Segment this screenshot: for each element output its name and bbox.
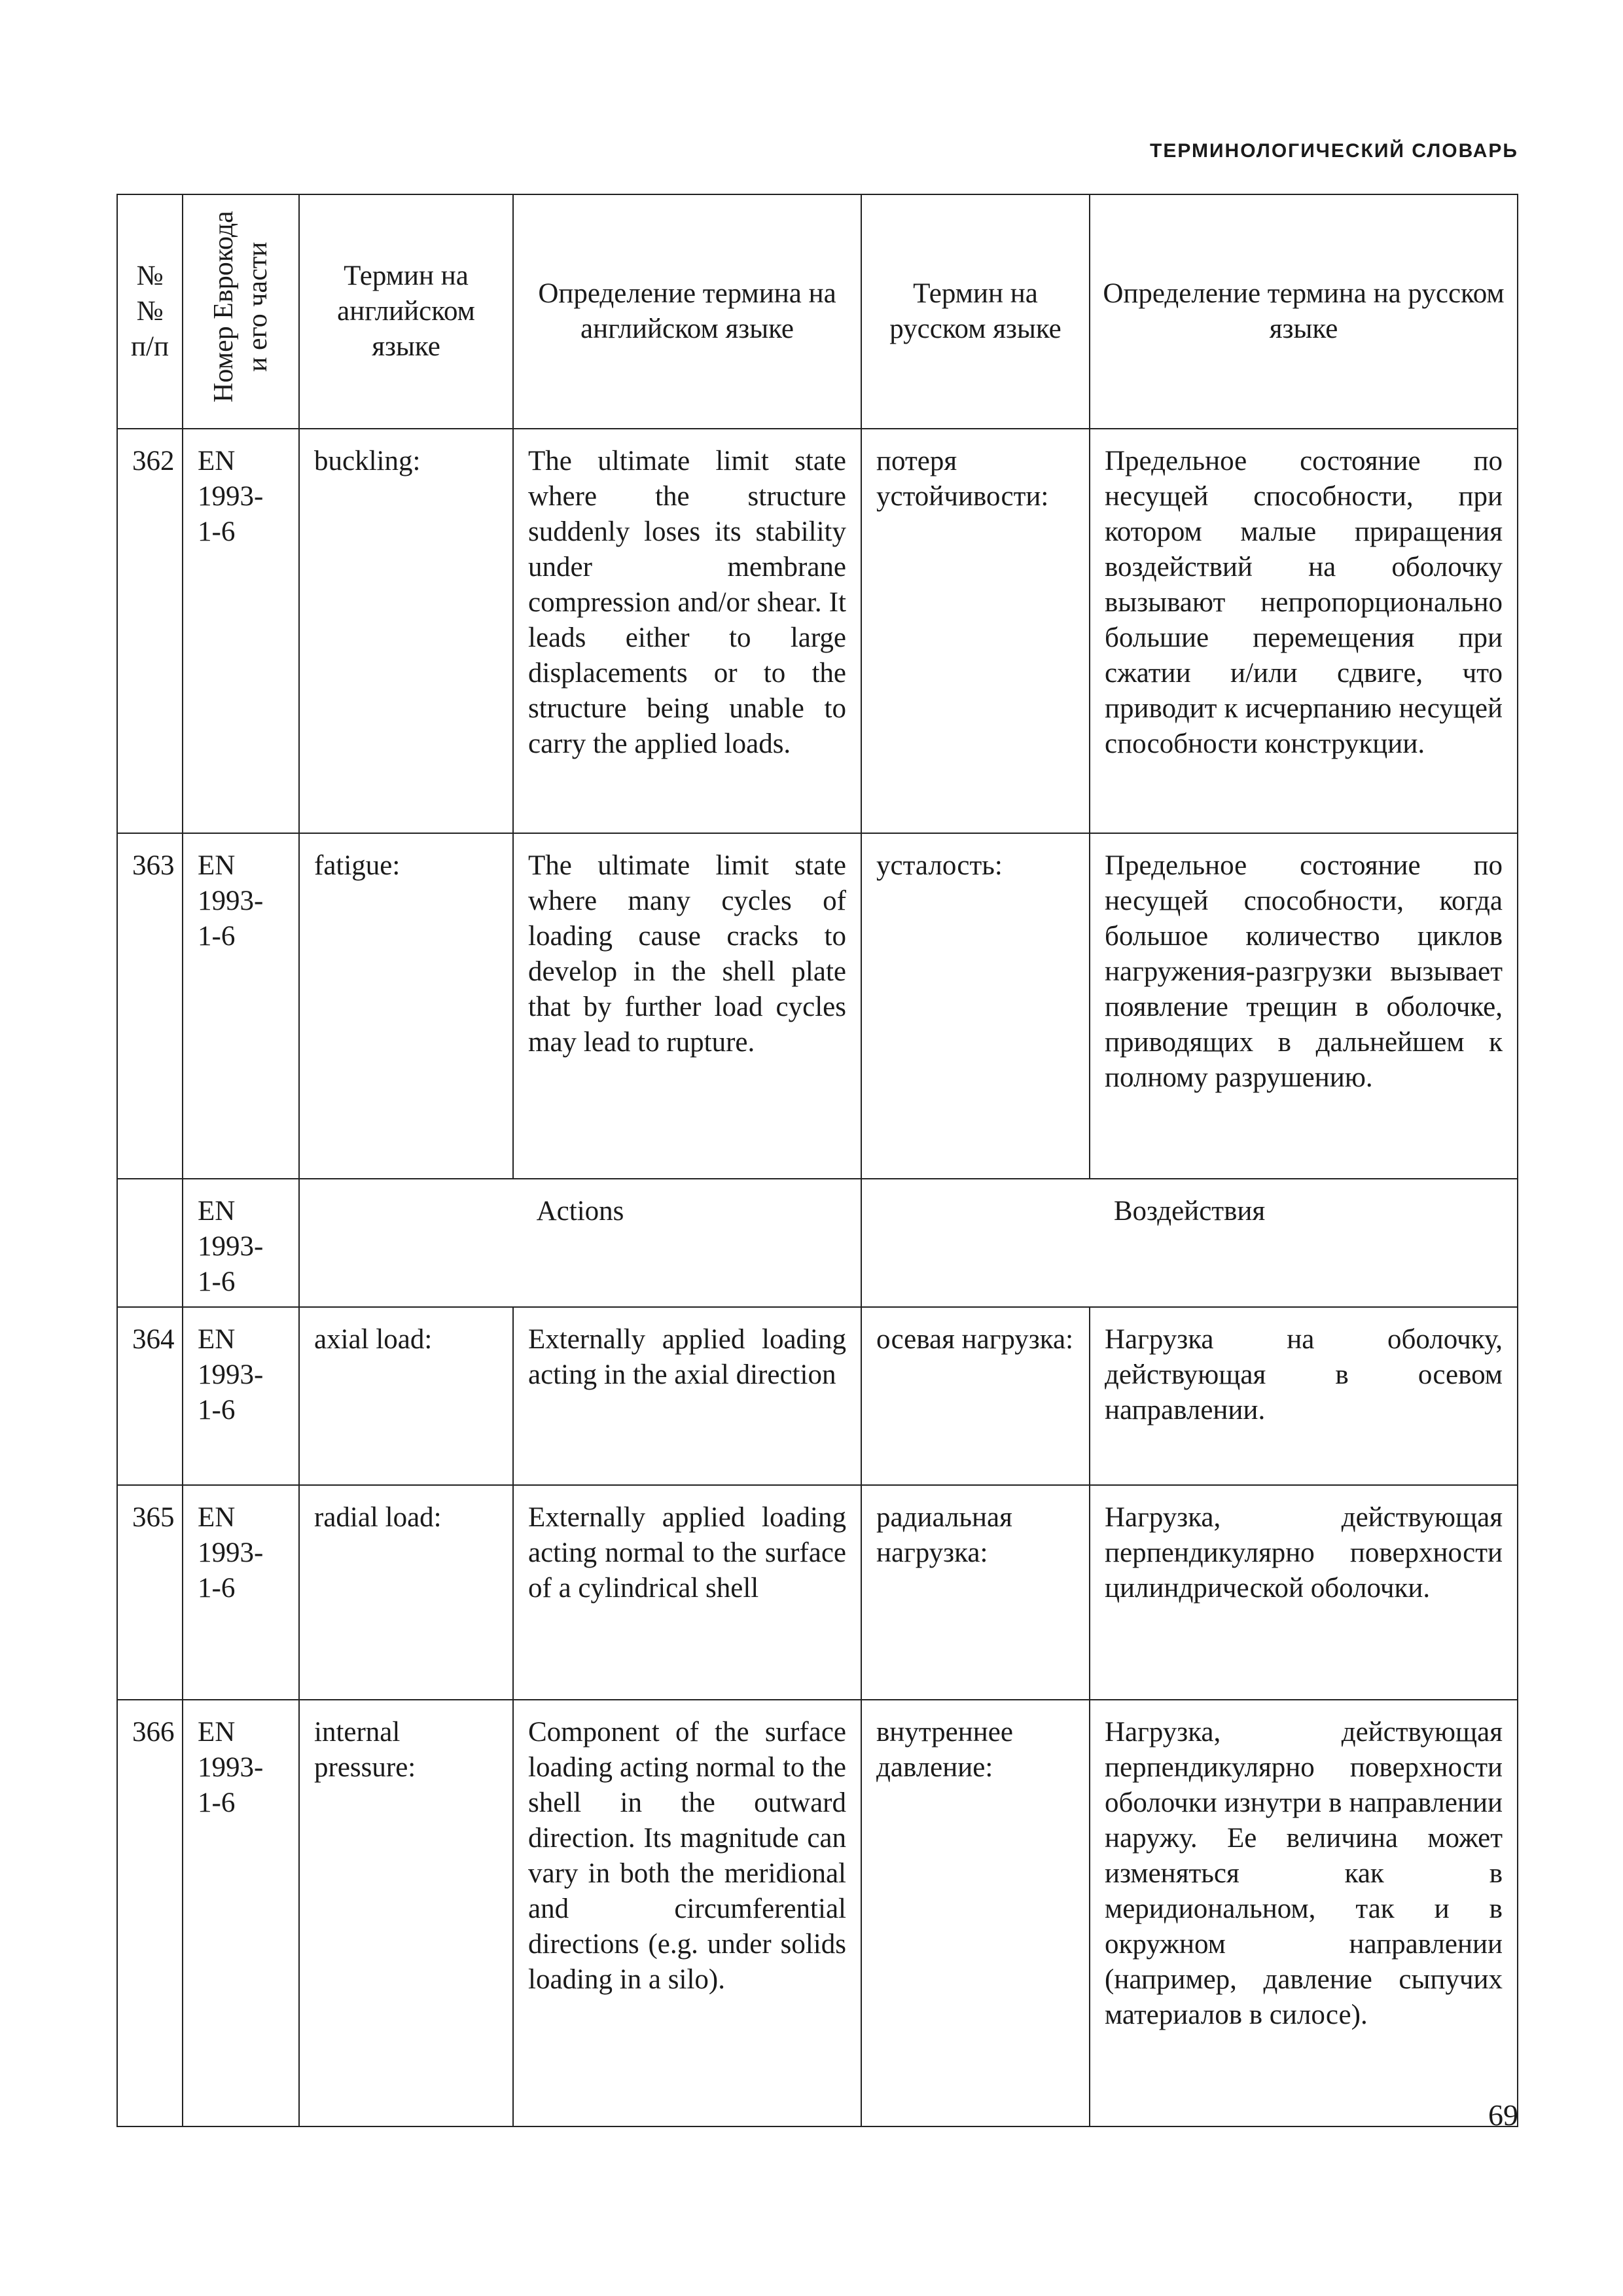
row-eurocode: EN 1993-1-6 [183, 833, 299, 1179]
col-header-number: №№ п/п [117, 194, 183, 429]
row-number: 362 [117, 429, 183, 833]
row-definition-en: Externally applied loading acting in the axial direction [513, 1307, 861, 1485]
row-number: 364 [117, 1307, 183, 1485]
table-row [117, 1307, 1518, 1485]
row-definition-en: The ultimate limit state where the structure suddenly loses its stability under membrane compression and/or shear. It leads either to large displacements or to the structure being unable to carry the applied loads. [513, 429, 861, 833]
section-row [117, 1179, 1518, 1307]
row-eurocode: EN 1993-1-6 [183, 1307, 299, 1485]
col-header-term-en: Термин на английском языке [299, 194, 513, 429]
col-header-term-ru: Термин на русском языке [861, 194, 1090, 429]
row-term-ru: усталость: [861, 833, 1090, 1179]
row-definition-en: The ultimate limit state where many cycles of loading cause cracks to develop in the shell plate that by further load cycles may lead to rupture. [513, 833, 861, 1179]
row-number: 363 [117, 833, 183, 1179]
row-term-ru: потеря устойчивости: [861, 429, 1090, 833]
row-definition-ru: Предельное состояние по несущей способности, при котором малые приращения воздействий на оболочку вызывают непропорционально большие перемещения при сжатии и/или сдвиге, что приводит к исчерпанию несущей способности конструкции. [1090, 429, 1518, 833]
row-term-en: radial load: [299, 1485, 513, 1700]
row-definition-ru: Нагрузка, действующая перпендикулярно поверхности оболочки изнутри в направлении наружу. Ее величина может изменяться как в меридиональном, так и в окружном направлении (например, давление сыпучих материалов в силосе). [1090, 1700, 1518, 2126]
row-number: 365 [117, 1485, 183, 1700]
col-header-eurocode-text: Номер Еврокода и его части [209, 211, 273, 403]
section-title-en: Actions [299, 1179, 861, 1307]
page-number: 69 [1488, 2098, 1518, 2132]
terminology-table [116, 194, 1518, 2127]
row-definition-ru: Нагрузка, действующая перпендикулярно поверхности цилиндрической оболочки. [1090, 1485, 1518, 1700]
row-term-en: axial load: [299, 1307, 513, 1485]
section-number-empty [117, 1179, 183, 1307]
section-eurocode: EN 1993-1-6 [183, 1179, 299, 1307]
table-header-row [117, 194, 1518, 429]
row-eurocode: EN 1993-1-6 [183, 1485, 299, 1700]
row-term-en: internal pressure: [299, 1700, 513, 2126]
col-header-eurocode [183, 194, 299, 429]
row-definition-en: Externally applied loading acting normal to the surface of a cylindrical shell [513, 1485, 861, 1700]
row-term-en: fatigue: [299, 833, 513, 1179]
row-definition-en: Component of the surface loading acting normal to the shell in the outward direction. Its magnitude can vary in both the meridional and circumferential directions (e.g. under solids loading in a silo). [513, 1700, 861, 2126]
table-row [117, 1700, 1518, 2126]
section-title-ru: Воздействия [861, 1179, 1518, 1307]
row-term-ru: осевая нагрузка: [861, 1307, 1090, 1485]
col-header-def-ru: Определение термина на русском языке [1090, 194, 1518, 429]
row-term-en: buckling: [299, 429, 513, 833]
row-term-ru: радиальная нагрузка: [861, 1485, 1090, 1700]
running-title: ТЕРМИНОЛОГИЧЕСКИЙ СЛОВАРЬ [1150, 140, 1518, 162]
row-term-ru: внутреннее давление: [861, 1700, 1090, 2126]
table-row [117, 429, 1518, 833]
table-row [117, 1485, 1518, 1700]
row-eurocode: EN 1993-1-6 [183, 429, 299, 833]
row-number: 366 [117, 1700, 183, 2126]
col-header-def-en: Определение термина на английском языке [513, 194, 861, 429]
table-row [117, 833, 1518, 1179]
row-eurocode: EN 1993-1-6 [183, 1700, 299, 2126]
row-definition-ru: Предельное состояние по несущей способности, когда большое количество циклов нагружения-разгрузки вызывает появление трещин в оболочке, приводящих в дальнейшем к полному разрушению. [1090, 833, 1518, 1179]
row-definition-ru: Нагрузка на оболочку, действующая в осевом направлении. [1090, 1307, 1518, 1485]
